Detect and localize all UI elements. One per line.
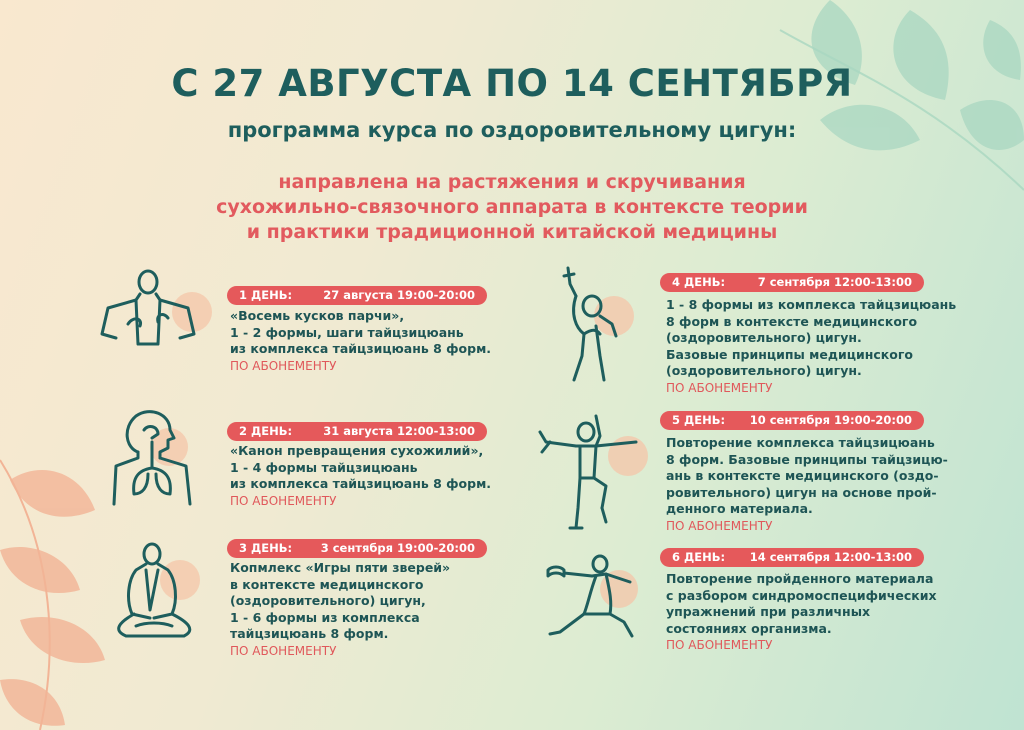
day-line: денного материала.	[666, 501, 813, 516]
lotus-pose-icon	[106, 540, 202, 644]
day-line: 1 - 4 формы тайцзицюань	[230, 459, 418, 475]
day-line: 8 форм. Базовые принципы тайцзицю-	[666, 451, 948, 467]
day-line: Базовые принципы медицинского	[666, 346, 913, 362]
day-label: 6 ДЕНЬ:	[672, 550, 726, 564]
day-line: 1 - 8 формы из комплекса тайцзицюань	[666, 297, 957, 312]
day-line: упражнений при различных	[666, 604, 871, 619]
page-title: С 27 АВГУСТА ПО 14 СЕНТЯБРЯ	[171, 62, 853, 105]
day-line: Повторение пройденного материала	[666, 571, 934, 586]
page-subtitle: программа курса по оздоровительному цигун:	[227, 118, 797, 142]
day-line: ровительного) цигун на основе прой-	[666, 484, 937, 500]
day-5-header	[660, 411, 924, 430]
day-line: (оздоровительного) цигун.	[666, 363, 862, 378]
day-label: 2 ДЕНЬ:	[239, 424, 293, 438]
day-6-body	[666, 571, 937, 654]
day-3-body	[230, 560, 450, 659]
day-line: из комплекса тайцзицюань 8 форм.	[230, 476, 492, 491]
day-line: из комплекса тайцзицюань 8 форм.	[230, 341, 492, 356]
description-line: направлена на растяжения и скручивания	[278, 171, 746, 193]
raised-arm-pose-icon	[540, 264, 630, 384]
day-line: 1 - 6 формы из комплекса	[230, 609, 420, 625]
day-date: 14 сентября 12:00-13:00	[749, 550, 912, 564]
day-line: Копмлекс «Игры пяти зверей»	[230, 560, 451, 575]
day-label: 3 ДЕНЬ:	[239, 541, 293, 555]
meditating-torso-icon	[98, 268, 198, 348]
day-5-body	[666, 435, 948, 534]
subscription-note: ПО АБОНЕМЕНТУ	[230, 643, 337, 658]
day-line: «Канон превращения сухожилий»,	[230, 443, 484, 458]
day-6-header	[660, 548, 924, 567]
subscription-note: ПО АБОНЕМЕНТУ	[666, 638, 773, 652]
subscription-note: ПО АБОНЕМЕНТУ	[230, 493, 337, 508]
subscription-note: ПО АБОНЕМЕНТУ	[666, 518, 773, 533]
day-3-header	[227, 539, 487, 558]
day-line: в контексте медицинского	[230, 576, 424, 592]
respiratory-system-icon	[108, 408, 198, 508]
day-date: 3 сентября 19:00-20:00	[320, 541, 475, 555]
day-line: состояниях организма.	[666, 620, 832, 636]
day-line: «Восемь кусков парчи»,	[230, 308, 405, 323]
day-4-body	[666, 297, 956, 396]
day-1-header	[227, 286, 487, 305]
day-line: ань в контексте медицинского (оздо-	[666, 468, 939, 483]
day-line: (оздоровительного) цигун.	[666, 330, 862, 345]
day-4-header	[660, 273, 924, 292]
day-line: (оздоровительного) цигун,	[230, 593, 426, 608]
day-line: 8 форм в контексте медицинского	[666, 313, 918, 329]
day-2-header	[227, 422, 487, 441]
day-label: 1 ДЕНЬ:	[239, 288, 293, 302]
high-kick-pose-icon	[536, 412, 646, 536]
day-label: 4 ДЕНЬ:	[672, 275, 726, 289]
day-line: Повторение комплекса тайцзицюань	[666, 435, 935, 450]
description-line: и практики традиционной китайской медицины	[246, 221, 778, 243]
day-line: 1 - 2 формы, шаги тайцзицюань	[230, 324, 464, 340]
tai-chi-stance-icon	[540, 552, 644, 642]
day-label: 5 ДЕНЬ:	[672, 413, 726, 427]
day-date: 27 августа 19:00-20:00	[323, 288, 475, 302]
description-line: сухожильно-связочного аппарата в контексте теории	[216, 196, 808, 218]
day-1-body	[230, 308, 491, 374]
day-line: тайцзицюань 8 форм.	[230, 626, 389, 641]
day-date: 7 сентября 12:00-13:00	[757, 275, 912, 289]
day-2-body	[230, 443, 491, 509]
day-line: с разбором синдромоспецифических	[666, 587, 937, 603]
course-description	[0, 170, 1024, 245]
day-date: 31 августа 12:00-13:00	[323, 424, 475, 438]
subscription-note: ПО АБОНЕМЕНТУ	[666, 380, 773, 395]
day-date: 10 сентября 19:00-20:00	[749, 413, 912, 427]
subscription-note: ПО АБОНЕМЕНТУ	[230, 358, 337, 373]
